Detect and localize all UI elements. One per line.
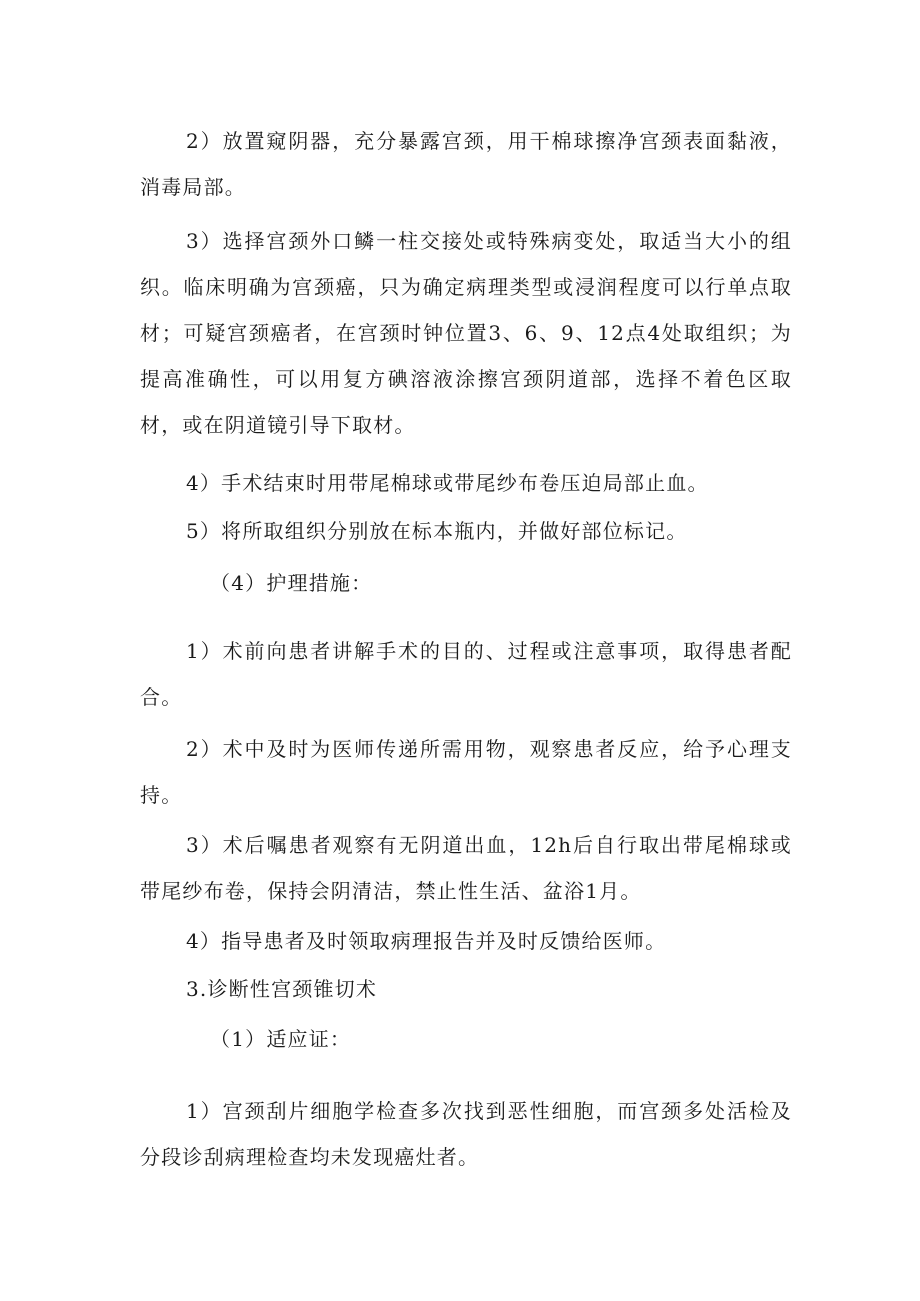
paragraph-step-3-biopsy-site: 3）选择宫颈外口鳞一柱交接处或特殊病变处，取适当大小的组织。临床明确为宫颈癌，只为确定病理类型或浸润程度可以行单点取材；可疑宫颈癌者，在宫颈时钟位置3、6、9、12点4处取组织；为提高准确性，可以用复方碘溶液涂擦宫颈阴道部，选择不着色区取材，或在阴道镜引导下取材。	[140, 229, 792, 437]
paragraph-nursing-4-report: 4）指导患者及时领取病理报告并及时反馈给医师。	[186, 929, 667, 953]
paragraph-nursing-2-intraop: 2）术中及时为医师传递所需用物，观察患者反应，给予心理支持。	[140, 737, 792, 807]
heading-cervical-conization: 3.诊断性宫颈锥切术	[186, 977, 378, 1001]
heading-indications: （1）适应证：	[210, 1027, 352, 1051]
paragraph-step-5-specimen: 5）将所取组织分别放在标本瓶内，并做好部位标记。	[186, 519, 688, 543]
paragraph-nursing-1-preop: 1）术前向患者讲解手术的目的、过程或注意事项，取得患者配合。	[140, 639, 792, 709]
paragraph-indication-1: 1）宫颈刮片细胞学检查多次找到恶性细胞，而宫颈多处活检及分段诊刮病理检查均未发现癌灶者。	[140, 1099, 792, 1169]
paragraph-step-2-speculum: 2）放置窥阴器，充分暴露宫颈，用干棉球擦净宫颈表面黏液，消毒局部。	[140, 129, 792, 199]
heading-nursing-measures: （4）护理措施：	[210, 571, 373, 595]
paragraph-step-4-hemostasis: 4）手术结束时用带尾棉球或带尾纱布卷压迫局部止血。	[186, 471, 709, 495]
paragraph-nursing-3-postop: 3）术后嘱患者观察有无阴道出血，12h后自行取出带尾棉球或带尾纱布卷，保持会阴清洁，禁止性生活、盆浴1月。	[140, 833, 792, 903]
